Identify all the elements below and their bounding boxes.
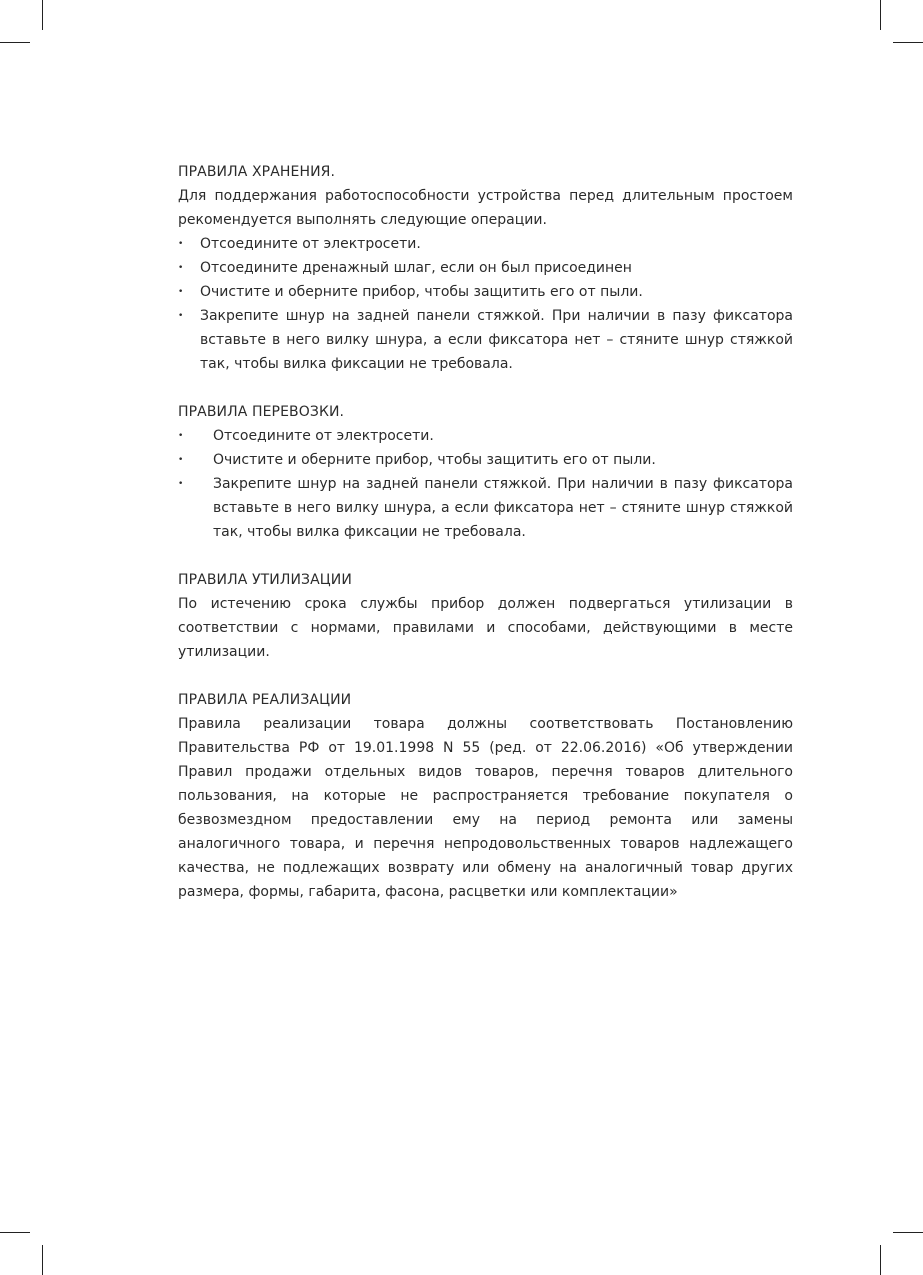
transport-section (178, 400, 793, 544)
list-item-text: Отсоедините от электросети. (213, 428, 434, 444)
crop-mark-bottom-left-vertical (42, 1245, 43, 1275)
list-item (178, 256, 793, 280)
crop-mark-top-left-vertical (42, 0, 43, 30)
transport-heading: ПРАВИЛА ПЕРЕВОЗКИ. (178, 404, 345, 420)
crop-mark-top-right-horizontal (893, 42, 923, 43)
disposal-heading: ПРАВИЛА УТИЛИЗАЦИИ (178, 572, 352, 588)
storage-intro: Для поддержания работоспособности устройства перед длительным простоем рекомендуется выполнять следующие операции. (178, 188, 793, 228)
crop-mark-bottom-right-horizontal (893, 1232, 923, 1233)
bullet-icon: • (178, 263, 184, 273)
bullet-icon: • (178, 479, 184, 489)
bullet-icon: • (178, 455, 184, 465)
list-item-text: Закрепите шнур на задней панели стяжкой. При наличии в пазу фиксатора вставьте в него вилку шнура, а если фиксатора нет – стяните шнур стяжкой так, чтобы вилка фиксации не требовала. (200, 308, 793, 372)
list-item-text: Очистите и оберните прибор, чтобы защитить его от пыли. (213, 452, 656, 468)
list-item (178, 448, 793, 472)
crop-mark-top-right-vertical (880, 0, 881, 30)
crop-mark-bottom-left-horizontal (0, 1232, 30, 1233)
disposal-text: По истечению срока службы прибор должен подвергаться утилизации в соответствии с нормами, правилами и способами, действующими в месте утилизации. (178, 596, 793, 660)
storage-heading: ПРАВИЛА ХРАНЕНИЯ. (178, 164, 336, 180)
crop-mark-top-left-horizontal (0, 42, 30, 43)
list-item (178, 424, 793, 448)
bullet-icon: • (178, 287, 184, 297)
transport-list (178, 424, 793, 544)
list-item-text: Отсоедините дренажный шлаг, если он был присоединен (200, 260, 632, 276)
list-item (178, 472, 793, 544)
bullet-icon: • (178, 431, 184, 441)
document-body (178, 160, 793, 928)
list-item (178, 232, 793, 256)
disposal-section (178, 568, 793, 664)
list-item (178, 280, 793, 304)
list-item (178, 304, 793, 376)
sale-heading: ПРАВИЛА РЕАЛИЗАЦИИ (178, 692, 352, 708)
storage-section (178, 160, 793, 376)
list-item-text: Отсоедините от электросети. (200, 236, 421, 252)
sale-text: Правила реализации товара должны соответствовать Постановлению Правительства РФ от 19.01.1998 N 55 (ред. от 22.06.2016) «Об утверждении Правил продажи отдельных видов товаров, перечня товаров длительного пользования, на которые не распространяется требование покупателя о безвозмездном предоставлении ему на период ремонта или замены аналогичного товара, и перечня непродовольственных товаров надлежащего качества, не подлежащих возврату или обмену на аналогичный товар других размера, формы, габарита, фасона, расцветки или комплектации» (178, 716, 793, 900)
bullet-icon: • (178, 239, 184, 249)
sale-section (178, 688, 793, 904)
crop-mark-bottom-right-vertical (880, 1245, 881, 1275)
storage-list (178, 232, 793, 376)
bullet-icon: • (178, 311, 184, 321)
list-item-text: Закрепите шнур на задней панели стяжкой. При наличии в пазу фиксатора вставьте в него вилку шнура, а если фиксатора нет – стяните шнур стяжкой так, чтобы вилка фиксации не требовала. (213, 476, 793, 540)
list-item-text: Очистите и оберните прибор, чтобы защитить его от пыли. (200, 284, 643, 300)
